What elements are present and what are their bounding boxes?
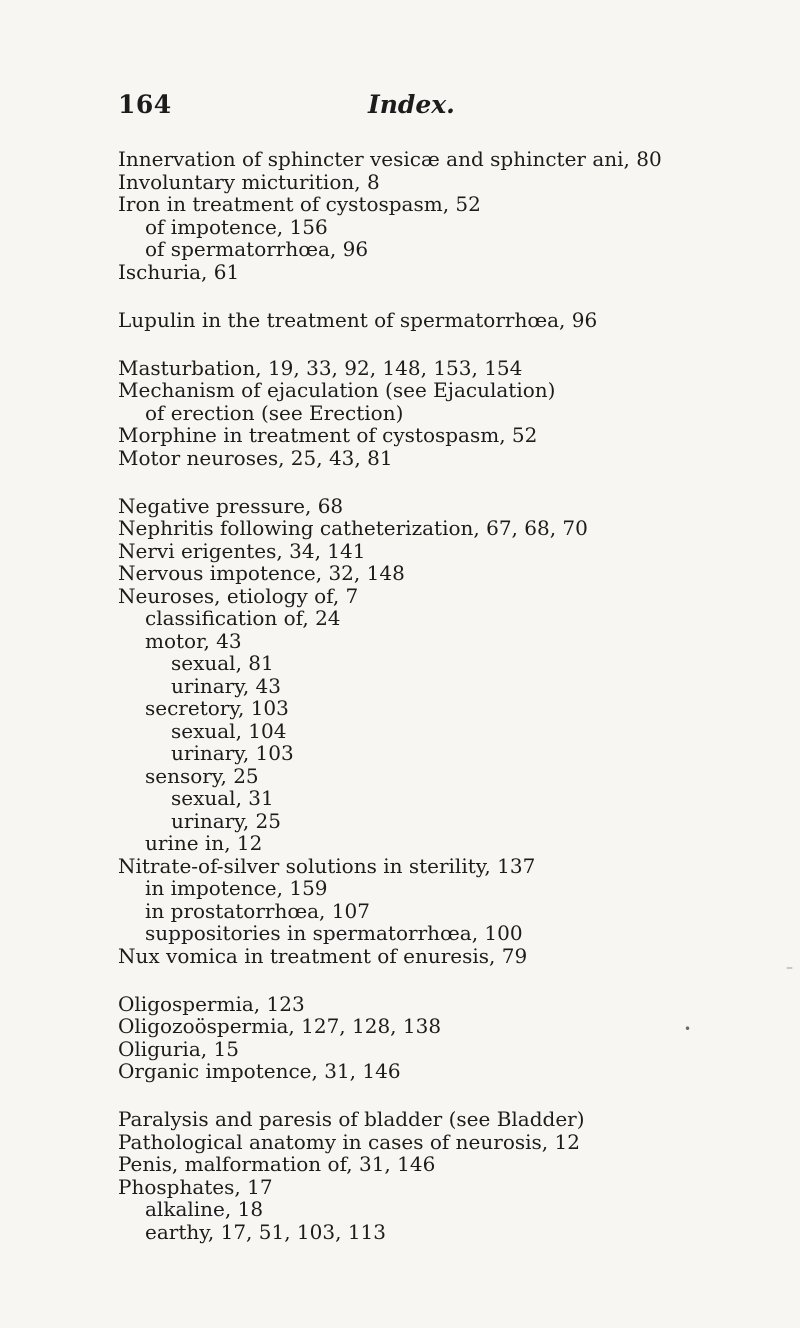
index-entry: Oligospermia, 123 [118, 991, 305, 1016]
index-entry: Motor neuroses, 25, 43, 81 [118, 445, 393, 470]
index-entry: Nervous impotence, 32, 148 [118, 561, 405, 585]
index-section-n [118, 495, 758, 968]
index-subentry: sensory, 25 [145, 763, 259, 788]
index-entry: Oligozoöspermia, 127, 128, 138 [118, 1014, 442, 1038]
index-subentry: earthy, 17, 51, 103, 113 [145, 1219, 386, 1244]
index-entry: Pathological anatomy in cases of neurosis, 12 [118, 1129, 580, 1154]
index-subentry: motor, 43 [145, 628, 242, 653]
index-entry: Masturbation, 19, 33, 92, 148, 153, 154 [118, 355, 523, 380]
page-header [118, 90, 678, 130]
index-subentry: in impotence, 159 [145, 876, 328, 900]
index-subentry: suppositories in spermatorrhœa, 100 [145, 921, 523, 945]
index-section-p [118, 1108, 758, 1243]
stray-dot-mark: • [684, 1022, 692, 1036]
margin-dash-mark: – [786, 960, 793, 976]
index-subentry: of erection (see Erection) [145, 400, 404, 425]
index-subentry: urine in, 12 [145, 831, 263, 855]
index-entry: Nitrate-of-silver solutions in sterility, 137 [118, 853, 536, 878]
index-entry: Nephritis following catheterization, 67, 68, 70 [118, 516, 588, 540]
index-entry: Nux vomica in treatment of enuresis, 79 [118, 943, 528, 968]
index-entry: Oliguria, 15 [118, 1036, 239, 1061]
index-section-m [118, 357, 758, 470]
index-entry: Organic impotence, 31, 146 [118, 1059, 401, 1083]
index-entry: Nervi erigentes, 34, 141 [118, 538, 366, 563]
page-number: 164 [118, 90, 172, 119]
index-entry: Innervation of sphincter vesicæ and sphincter ani, 80 [118, 147, 662, 171]
index-entry: Morphine in treatment of cystospasm, 52 [118, 423, 538, 447]
index-subentry: in prostatorrhœa, 107 [145, 898, 370, 923]
index-entry: Penis, malformation of, 31, 146 [118, 1152, 436, 1176]
index-section-o [118, 993, 758, 1083]
index-subentry: sexual, 81 [171, 651, 274, 675]
index-entry: Mechanism of ejaculation (see Ejaculation) [118, 378, 556, 402]
index-subentry: classification of, 24 [145, 606, 341, 630]
index-subentry: sexual, 104 [171, 718, 287, 743]
index-subentry: sexual, 31 [171, 786, 274, 810]
index-entry: Negative pressure, 68 [118, 493, 344, 518]
index-entry: Neuroses, etiology of, 7 [118, 583, 359, 608]
index-subentry: urinary, 25 [171, 808, 282, 833]
index-entry: Phosphates, 17 [118, 1174, 273, 1199]
index-entry: Ischuria, 61 [118, 259, 240, 284]
index-entry: Lupulin in the treatment of spermatorrhœa, 96 [118, 307, 598, 332]
index-subentry: urinary, 43 [171, 673, 282, 698]
running-head-title: Index. [368, 90, 455, 119]
index-subentry: of impotence, 156 [145, 214, 328, 239]
index-subentry: secretory, 103 [145, 696, 289, 720]
index-entry: Paralysis and paresis of bladder (see Bladder) [118, 1107, 585, 1131]
index-subentry: of spermatorrhœa, 96 [145, 237, 369, 261]
index-entry: Iron in treatment of cystospasm, 52 [118, 192, 481, 216]
index-subentry: alkaline, 18 [145, 1197, 264, 1221]
index-entry: Involuntary micturition, 8 [118, 169, 380, 194]
index-section-i [118, 148, 758, 283]
index-body [118, 148, 758, 1243]
index-section-l [118, 309, 758, 332]
index-subentry: urinary, 103 [171, 741, 294, 765]
